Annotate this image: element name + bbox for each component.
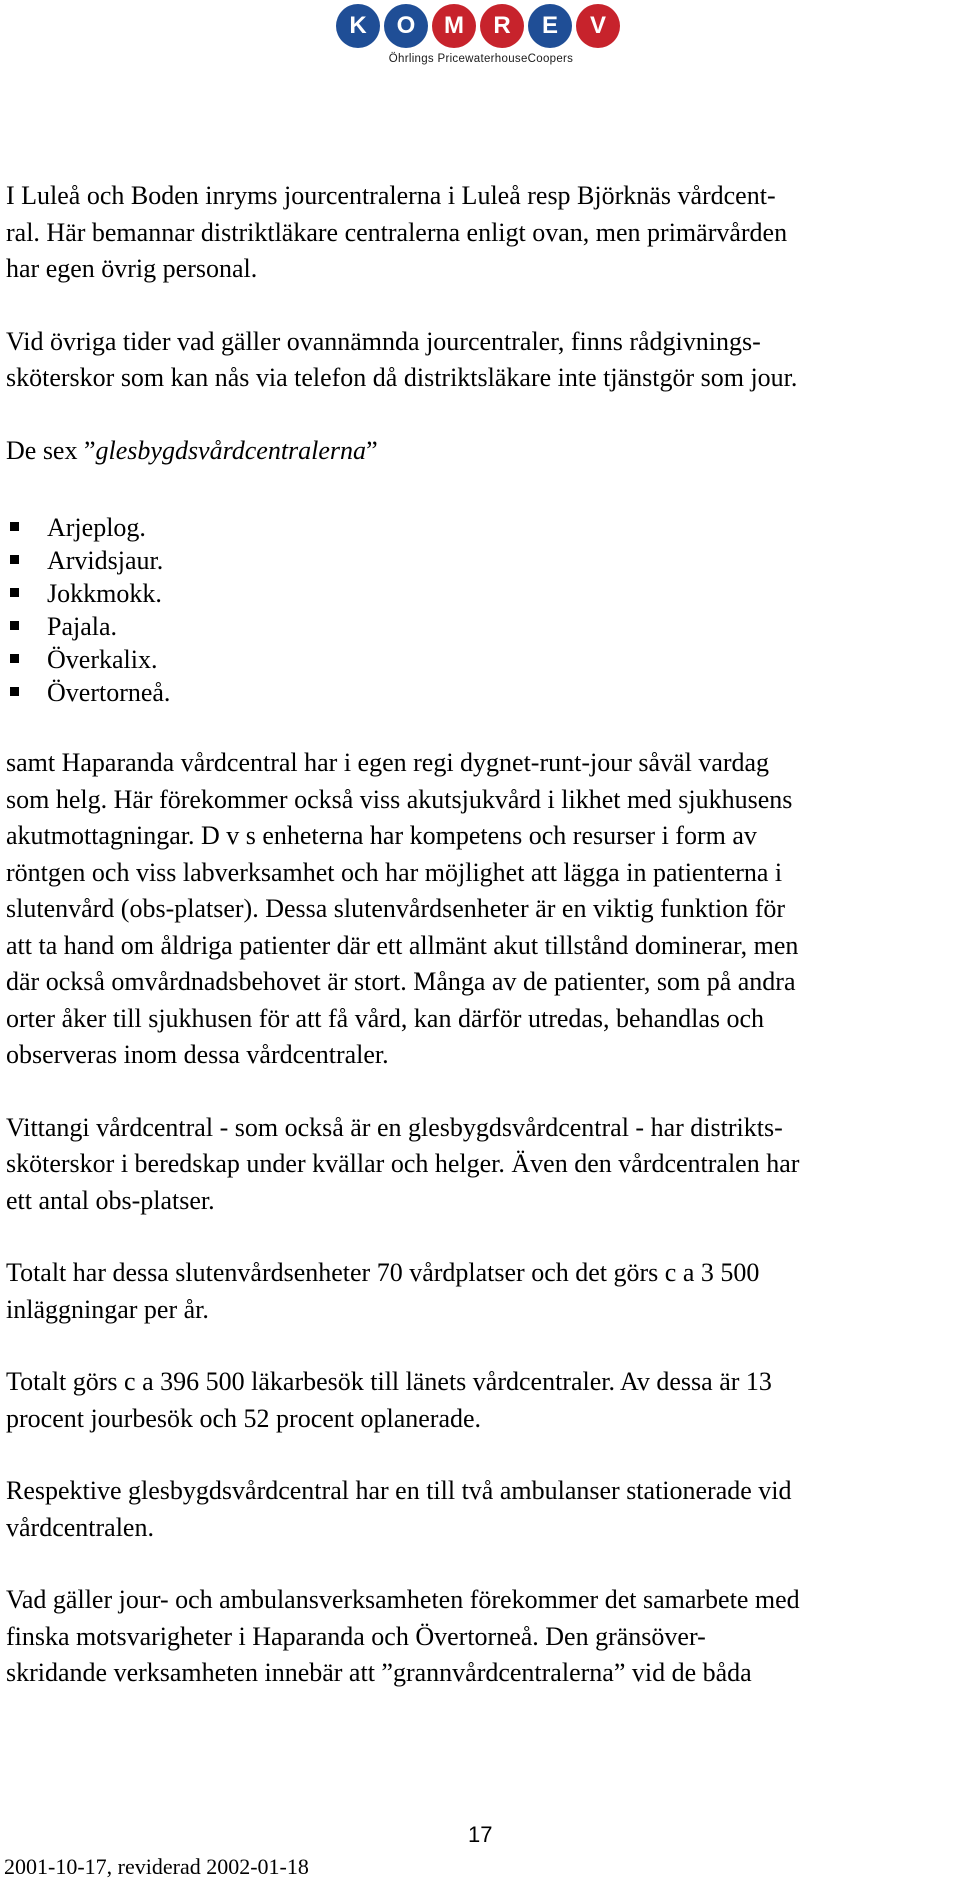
logo-letter-o: O — [384, 4, 428, 48]
heading-italic: glesbygdsvårdcentralerna — [95, 435, 367, 465]
text-line: röntgen och viss labverksamhet och har möjlighet att lägga in patienterna i — [6, 857, 783, 887]
square-bullet-icon — [10, 588, 19, 597]
paragraph-ambulances — [6, 1473, 956, 1546]
square-bullet-icon — [10, 654, 19, 663]
square-bullet-icon — [10, 555, 19, 564]
text-line: Vittangi vårdcentral - som också är en glesbygdsvårdcentral - har distrikts- — [6, 1112, 783, 1142]
list-item — [6, 511, 956, 544]
logo-letter-k: K — [336, 4, 380, 48]
logo-letter-e: E — [528, 4, 572, 48]
text-line: finska motsvarigheter i Haparanda och Övertorneå. Den gränsöver- — [6, 1621, 706, 1651]
text-line: Respektive glesbygdsvårdcentral har en till två ambulanser stationerade vid — [6, 1476, 792, 1505]
list-item — [6, 676, 956, 709]
heading-prefix: De sex ” — [6, 435, 96, 465]
paragraph-vittangi — [6, 1110, 956, 1220]
text-line: inläggningar per år. — [6, 1294, 209, 1324]
list-item — [6, 577, 956, 610]
text-line: som helg. Här förekommer också viss akutsjukvård i likhet med sjukhusens — [6, 784, 793, 814]
text-line: sköterskor som kan nås via telefon då distriktsläkare inte tjänstgör som jour. — [6, 363, 798, 392]
text-line: sköterskor i beredskap under kvällar och helger. Även den vårdcentralen har — [6, 1149, 800, 1178]
text-line: ett antal obs-platser. — [6, 1185, 215, 1215]
town-name: Jokkmokk. — [47, 579, 162, 608]
town-name: Övertorneå. — [47, 678, 171, 707]
towns-list — [6, 511, 956, 709]
text-line: där också omvårdnadsbehovet är stort. Många av de patienter, som på andra — [6, 967, 796, 996]
logo-letter-v: V — [576, 4, 620, 48]
text-line: Vad gäller jour- och ambulansverksamheten förekommer det samarbete med — [6, 1585, 800, 1614]
section-heading — [6, 433, 956, 470]
town-name: Arvidsjaur. — [47, 546, 164, 575]
text-line: I Luleå och Boden inryms jourcentralerna i Luleå resp Björknäs vårdcent- — [6, 181, 776, 210]
text-line: observeras inom dessa vårdcentraler. — [6, 1040, 389, 1069]
logo-letter-m: M — [432, 4, 476, 48]
paragraph-haparanda — [6, 745, 956, 1074]
body-text — [6, 178, 956, 1692]
logo-letter-r: R — [480, 4, 524, 48]
list-item — [6, 544, 956, 577]
heading-suffix: ” — [366, 435, 378, 465]
square-bullet-icon — [10, 522, 19, 531]
logo-letters — [336, 4, 626, 48]
page-number: 17 — [468, 1822, 493, 1847]
paragraph-total-visits — [6, 1364, 956, 1437]
text-line: Totalt görs c a 396 500 läkarbesök till länets vårdcentraler. Av dessa är 13 — [6, 1367, 772, 1396]
text-line: skridande verksamheten innebär att ”grannvårdcentralerna” vid de båda — [6, 1658, 752, 1687]
paragraph-lulea-boden — [6, 178, 956, 288]
list-item — [6, 610, 956, 643]
text-line: har egen övrig personal. — [6, 254, 258, 283]
text-line: procent jourbesök och 52 procent oplanerade. — [6, 1403, 482, 1433]
text-line: slutenvård (obs-platser). Dessa slutenvårdsenheter är en viktig funktion för — [6, 894, 786, 923]
text-line: akutmottagningar. D v s enheterna har kompetens och resurser i form av — [6, 821, 757, 850]
text-line: att ta hand om åldriga patienter där ett allmänt akut tillstånd dominerar, men — [6, 930, 799, 960]
town-name: Överkalix. — [47, 645, 158, 674]
town-name: Arjeplog. — [47, 513, 146, 542]
revision-date: 2001-10-17, reviderad 2002-01-18 — [4, 1854, 309, 1879]
komrev-logo — [336, 4, 626, 68]
text-line: Vid övriga tider vad gäller ovannämnda jourcentraler, finns rådgivnings- — [6, 326, 761, 356]
logo-subtitle: Öhrlings PricewaterhouseCoopers — [388, 53, 574, 65]
square-bullet-icon — [10, 621, 19, 630]
text-line: vårdcentralen. — [6, 1512, 154, 1542]
text-line: orter åker till sjukhusen för att få vård, kan därför utredas, behandlas och — [6, 1003, 765, 1033]
paragraph-other-times — [6, 324, 956, 397]
square-bullet-icon — [10, 687, 19, 696]
paragraph-cross-border — [6, 1582, 956, 1692]
paragraph-total-beds — [6, 1255, 956, 1328]
list-item — [6, 643, 956, 676]
text-line: samt Haparanda vårdcentral har i egen regi dygnet-runt-jour såväl vardag — [6, 748, 770, 777]
text-line: Totalt har dessa slutenvårdsenheter 70 vårdplatser och det görs c a 3 500 — [6, 1258, 760, 1287]
text-line: ral. Här bemannar distriktläkare centralerna enligt ovan, men primärvården — [6, 217, 788, 247]
town-name: Pajala. — [47, 612, 118, 641]
